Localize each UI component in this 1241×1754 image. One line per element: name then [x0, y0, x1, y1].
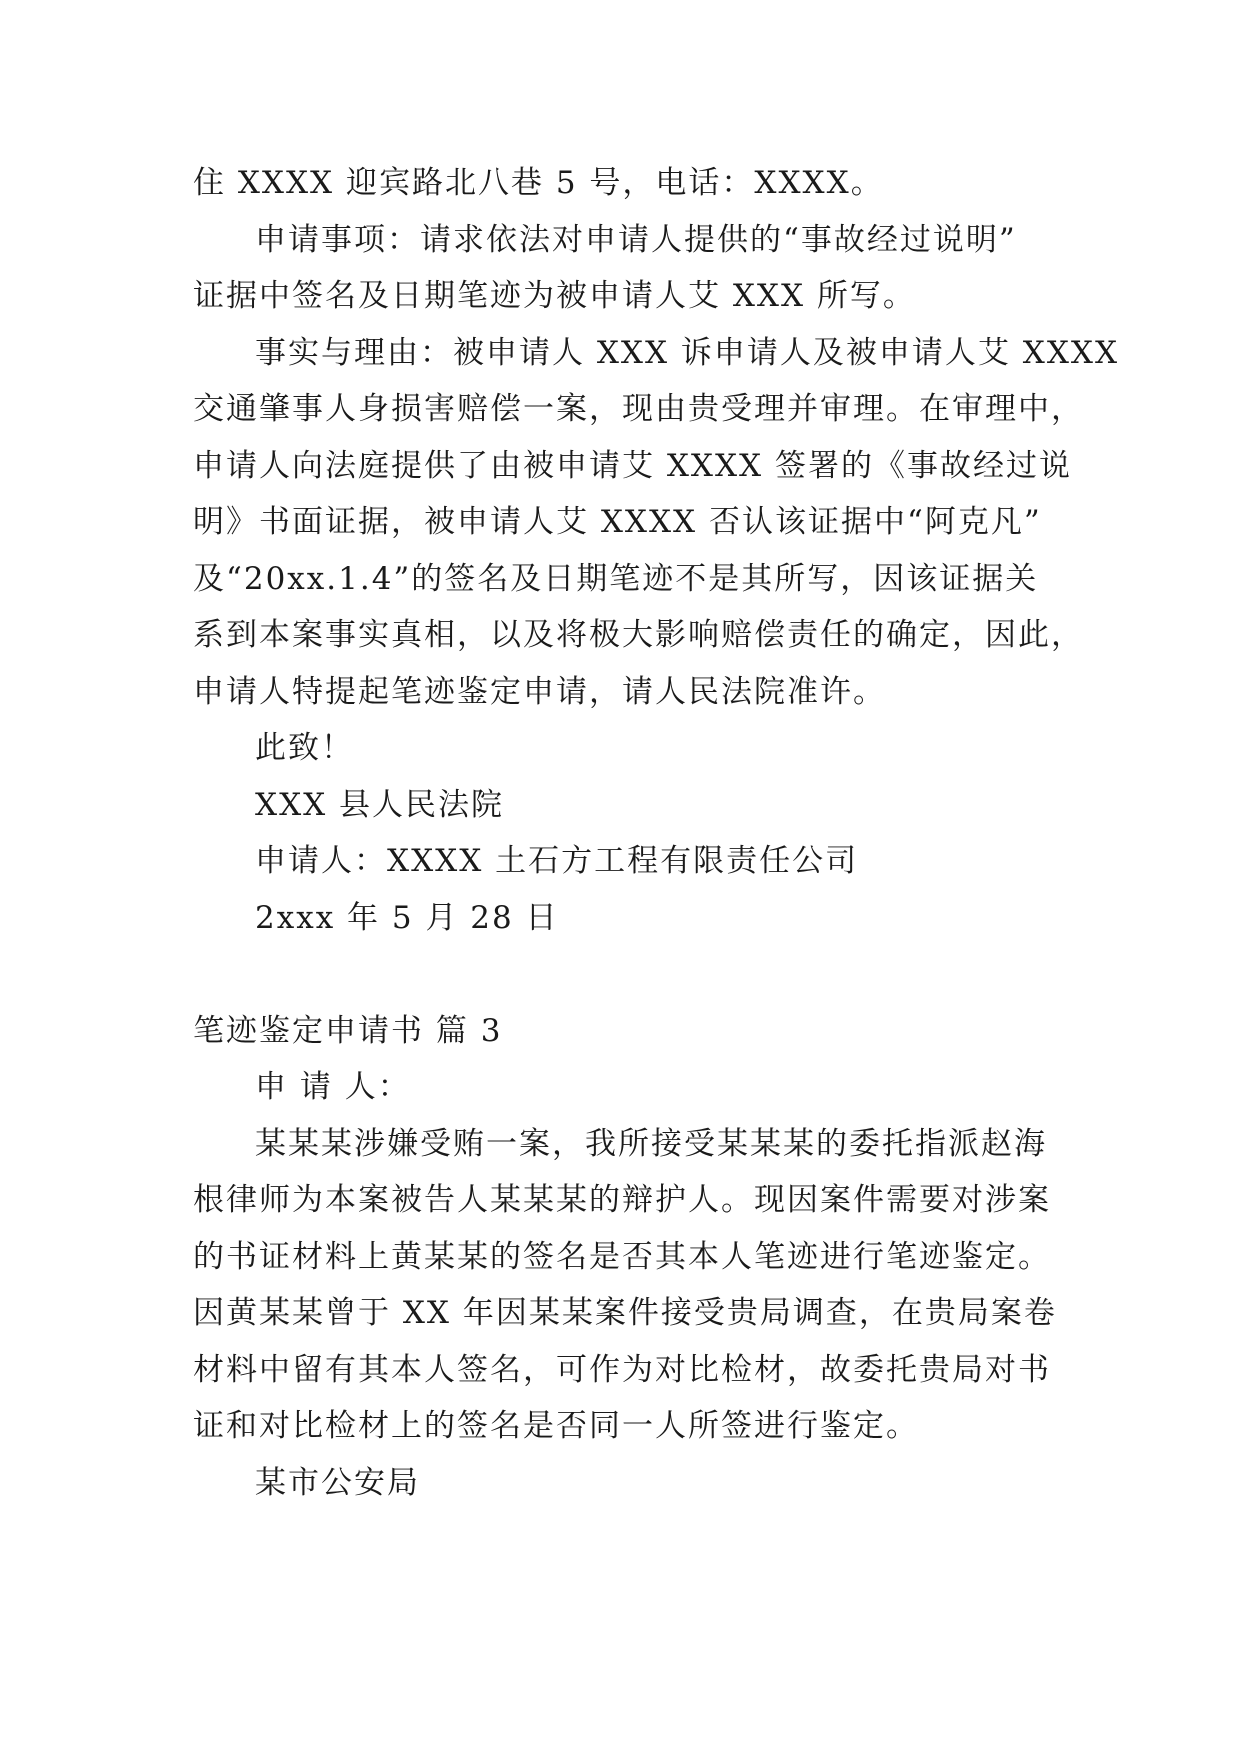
facts-line-4: 明》书面证据，被申请人艾 XXXX 否认该证据中“阿克凡” — [193, 504, 1042, 540]
court-name: XXX 县人民法院 — [255, 787, 505, 823]
facts-line-6: 系到本案事实真相，以及将极大影响赔偿责任的确定，因此， — [193, 617, 1084, 653]
facts-line-7: 申请人特提起笔迹鉴定申请，请人民法院准许。 — [193, 674, 886, 710]
document-date: 2xxx 年 5 月 28 日 — [255, 900, 559, 936]
body-line-3: 的书证材料上黄某某的签名是否其本人笔迹进行笔迹鉴定。 — [193, 1239, 1051, 1275]
body-line-5: 材料中留有其本人签名，可作为对比检材，故委托贵局对书 — [193, 1352, 1051, 1388]
applicant-signature: 申请人：XXXX 土石方工程有限责任公司 — [255, 843, 859, 879]
recipient-name: 某市公安局 — [255, 1465, 420, 1501]
body-line-6: 证和对比检材上的签名是否同一人所签进行鉴定。 — [193, 1408, 919, 1444]
applicant-label: 申 请 人： — [255, 1069, 411, 1105]
facts-line-5: 及“20xx.1.4”的签名及日期笔迹不是其所写，因该证据关 — [193, 561, 1039, 597]
facts-line-3: 申请人向法庭提供了由被申请艾 XXXX 签署的《事故经过说 — [193, 448, 1072, 484]
section-title: 笔迹鉴定申请书 篇 3 — [193, 1013, 503, 1049]
facts-line-1: 事实与理由：被申请人 XXX 诉申请人及被申请人艾 XXXX — [255, 335, 1120, 371]
body-line-1: 某某某涉嫌受贿一案，我所接受某某某的委托指派赵海 — [255, 1126, 1047, 1162]
facts-line-2: 交通肇事人身损害赔偿一案，现由贵受理并审理。在审理中， — [193, 391, 1084, 427]
request-items-line-1: 申请事项：请求依法对申请人提供的“事故经过说明” — [255, 222, 1017, 258]
salutation: 此致！ — [255, 730, 354, 766]
request-items-line-2: 证据中签名及日期笔迹为被申请人艾 XXX 所写。 — [193, 278, 916, 314]
body-line-4: 因黄某某曾于 XX 年因某某案件接受贵局调查，在贵局案卷 — [193, 1295, 1057, 1331]
address-line: 住 XXXX 迎宾路北八巷 5 号，电话：XXXX。 — [193, 165, 884, 201]
body-line-2: 根律师为本案被告人某某某的辩护人。现因案件需要对涉案 — [193, 1182, 1051, 1218]
